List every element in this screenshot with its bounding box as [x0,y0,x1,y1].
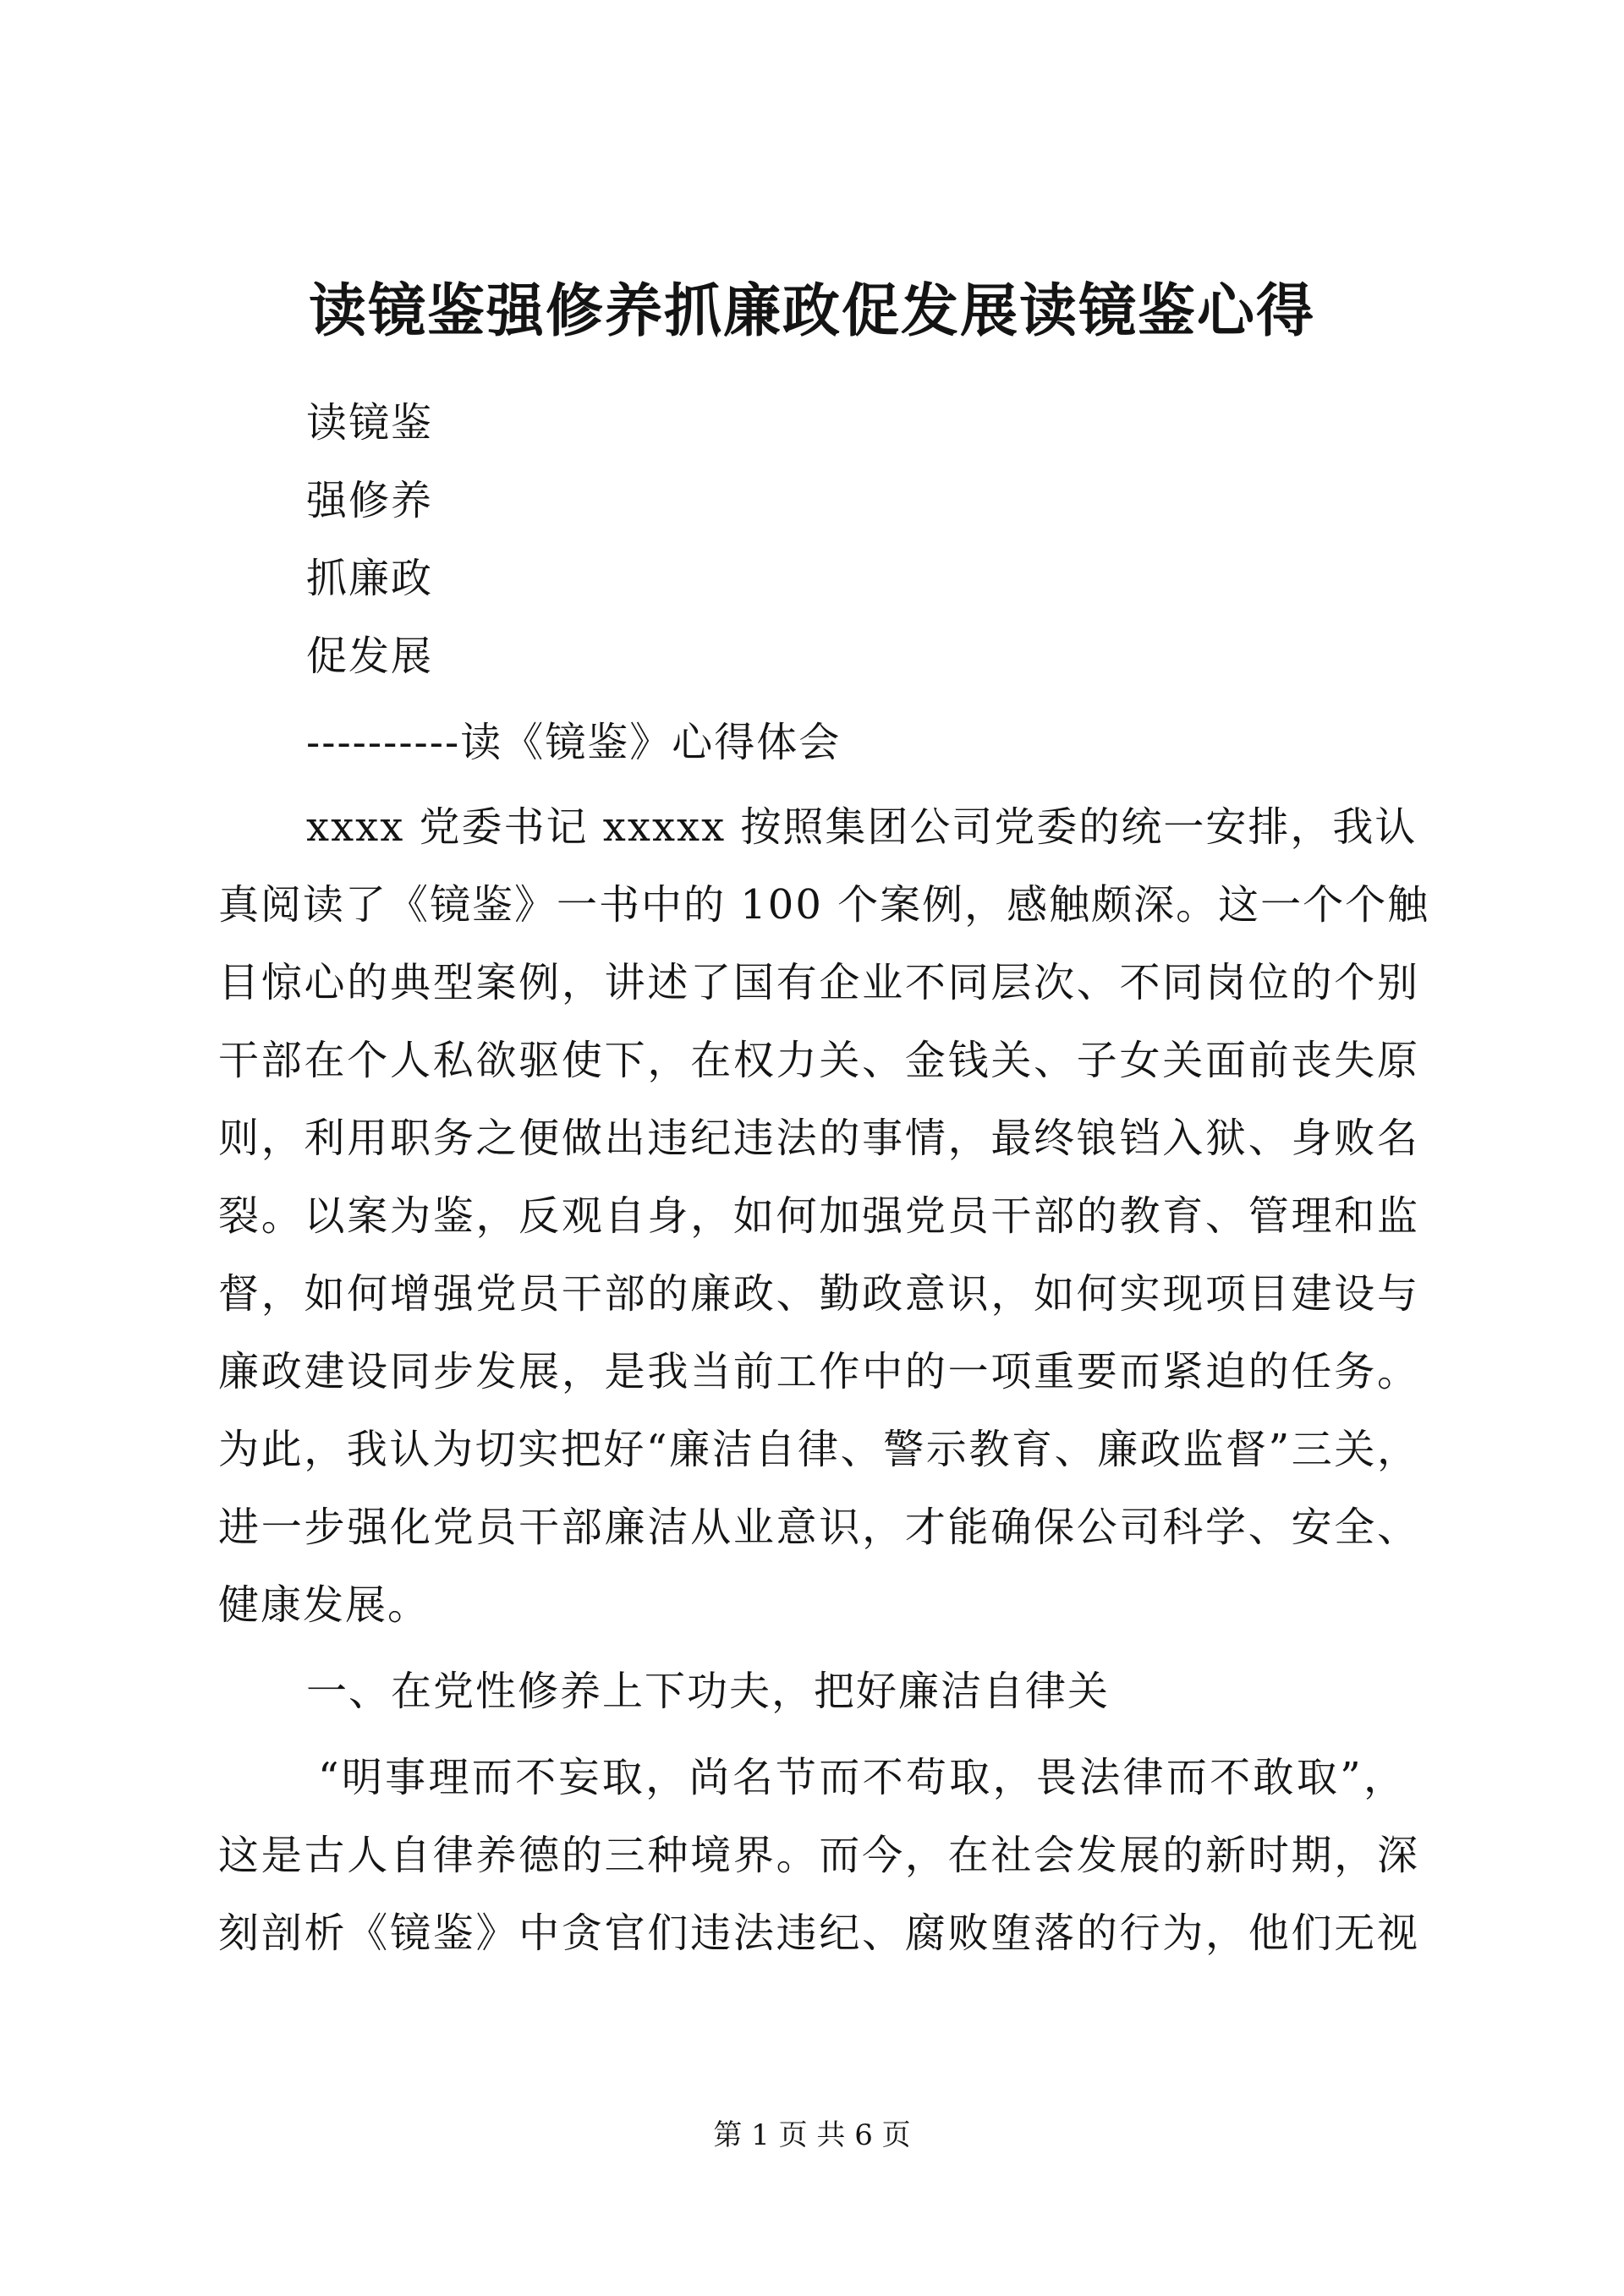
paragraph-line: 进一步强化党员干部廉洁从业意识，才能确保公司科学、安全、 [218,1504,1419,1551]
paragraph-line: “明事理而不妄取，尚名节而不苟取，畏法律而不敢取”， [318,1754,1406,1801]
paragraph-line: 刻剖析《镜鉴》中贪官们违法违纪、腐败堕落的行为，他们无视 [218,1910,1419,1957]
heading-line-1: 读镜鉴 [306,399,434,447]
heading-line-4: 促发展 [306,633,434,680]
section-heading: 一、在党性修养上下功夫，把好廉洁自律关 [306,1668,1111,1715]
heading-line-3: 抓廉政 [306,555,434,602]
document-title: 读镜鉴强修养抓廉政促发展读镜鉴心得 [308,277,1315,345]
heading-line-2: 强修养 [306,477,434,524]
document-subtitle: ----------读《镜鉴》心得体会 [306,719,842,766]
paragraph-line: 这是古人自律养德的三种境界。而今，在社会发展的新时期，深 [218,1832,1419,1879]
paragraph-line: 目惊心的典型案例，讲述了国有企业不同层次、不同岗位的个别 [218,959,1419,1006]
page-footer: 第 1 页 共 6 页 [713,2118,911,2152]
paragraph-line: 则，利用职务之便做出违纪违法的事情，最终锒铛入狱、身败名 [218,1115,1419,1162]
paragraph-line: 干部在个人私欲驱使下，在权力关、金钱关、子女关面前丧失原 [218,1037,1419,1084]
paragraph-line: 廉政建设同步发展，是我当前工作中的一项重要而紧迫的任务。 [218,1348,1419,1395]
paragraph-line: 真阅读了《镜鉴》一书中的 100 个案例，感触颇深。这一个个触 [218,881,1430,929]
paragraph-line: 裂。以案为鉴，反观自身，如何加强党员干部的教育、管理和监 [218,1192,1419,1240]
paragraph-line: 为此，我认为切实把好“廉洁自律、警示教育、廉政监督”三关， [218,1426,1419,1473]
paragraph-line: 督，如何增强党员干部的廉政、勤政意识，如何实现项目建设与 [218,1270,1419,1318]
paragraph-line: xxxx 党委书记 xxxxx 按照集团公司党委的统一安排，我认 [306,803,1418,851]
paragraph-line: 健康发展。 [218,1581,431,1629]
